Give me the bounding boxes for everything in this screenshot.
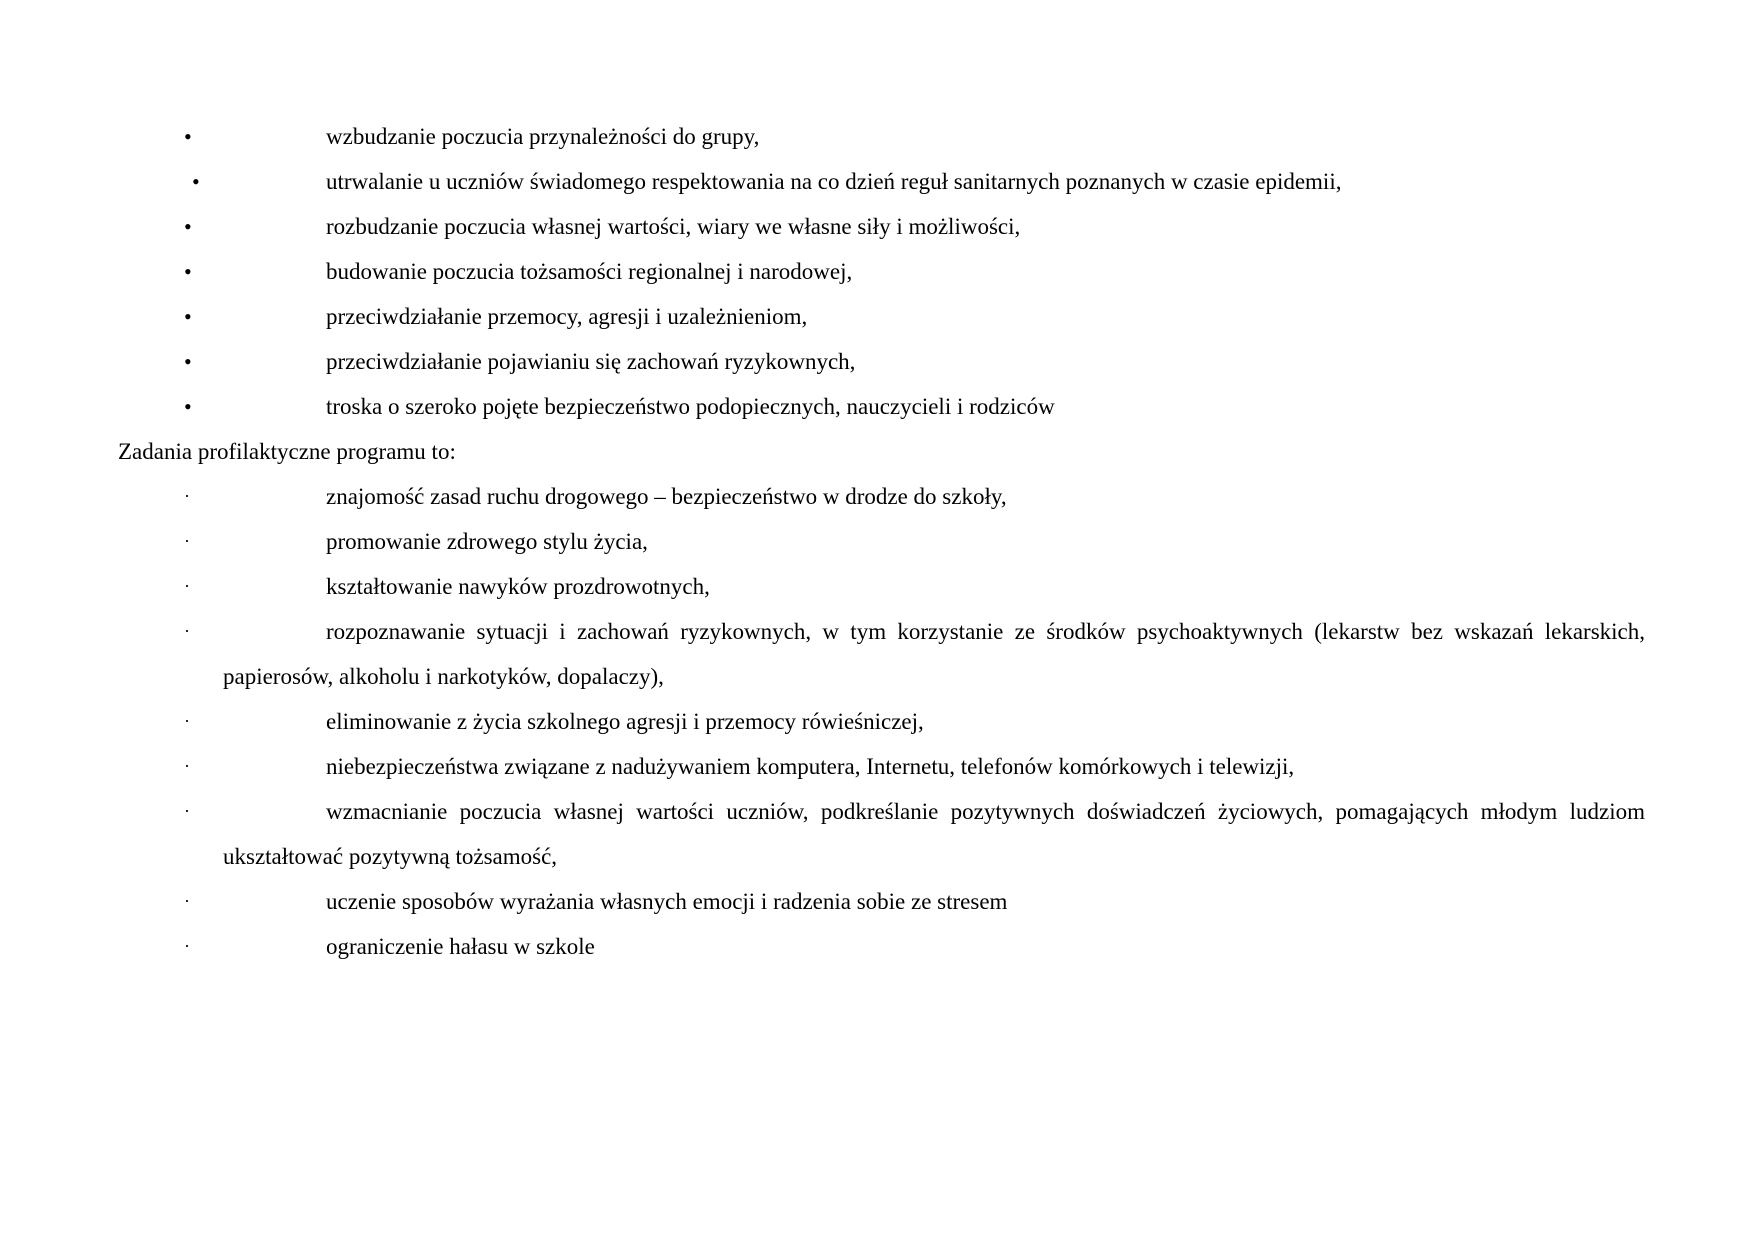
bullet-icon: · — [184, 531, 190, 551]
list-item-text: przeciwdziałanie przemocy, agresji i uzależnieniom, — [326, 304, 808, 329]
bullet-icon: · — [184, 801, 190, 821]
bullet-icon: • — [184, 259, 192, 284]
prevention-list — [0, 474, 1755, 969]
list-item — [0, 699, 1755, 744]
bullet-icon: • — [192, 169, 200, 194]
document-page — [0, 114, 1755, 969]
list-item-text: rozpoznawanie sytuacji i zachowań ryzykownych, w tym korzystanie ze środków psychoaktywnych (lekarstw bez wskazań lekarskich, papierosów, alkoholu i narkotyków, dopalaczy), — [223, 619, 1645, 689]
list-item-text: eliminowanie z życia szkolnego agresji i przemocy rówieśniczej, — [326, 709, 924, 734]
list-item — [0, 159, 1755, 204]
list-item — [0, 879, 1755, 924]
list-item — [0, 204, 1755, 249]
bullet-icon: • — [184, 304, 192, 329]
bullet-icon: · — [184, 936, 190, 956]
list-item — [0, 114, 1755, 159]
list-item — [0, 924, 1755, 969]
list-item-text: niebezpieczeństwa związane z nadużywaniem komputera, Internetu, telefonów komórkowych i telewizji, — [326, 754, 1295, 779]
list-item-text: wzmacnianie poczucia własnej wartości uczniów, podkreślanie pozytywnych doświadczeń życiowych, pomagających młodym ludziom ukształtować pozytywną tożsamość, — [223, 799, 1645, 869]
bullet-icon: · — [184, 891, 190, 911]
list-item-text: wzbudzanie poczucia przynależności do grupy, — [326, 124, 760, 149]
list-item — [0, 249, 1755, 294]
bullet-icon: • — [184, 124, 192, 149]
bullet-icon: · — [184, 621, 190, 641]
list-item — [0, 609, 1755, 699]
list-item — [0, 744, 1755, 789]
bullet-icon: · — [184, 711, 190, 731]
bullet-icon: • — [184, 214, 192, 239]
list-item-text: przeciwdziałanie pojawianiu się zachowań ryzykownych, — [326, 349, 856, 374]
prevention-heading: Zadania profilaktyczne programu to: — [118, 439, 456, 464]
list-item — [0, 564, 1755, 609]
list-item-text: uczenie sposobów wyrażania własnych emocji i radzenia sobie ze stresem — [326, 889, 1008, 914]
list-item-text: rozbudzanie poczucia własnej wartości, wiary we własne siły i możliwości, — [326, 214, 1021, 239]
bullet-icon: · — [184, 576, 190, 596]
goals-list — [0, 114, 1755, 429]
list-item — [0, 789, 1755, 879]
bullet-icon: • — [184, 349, 192, 374]
bullet-icon: · — [184, 486, 190, 506]
list-item — [0, 474, 1755, 519]
list-item-text: promowanie zdrowego stylu życia, — [326, 529, 648, 554]
list-item — [0, 519, 1755, 564]
bullet-icon: · — [184, 756, 190, 776]
list-item-text: ograniczenie hałasu w szkole — [326, 934, 595, 959]
list-item — [0, 294, 1755, 339]
list-item — [0, 384, 1755, 429]
list-item-text: kształtowanie nawyków prozdrowotnych, — [326, 574, 710, 599]
list-item-text: budowanie poczucia tożsamości regionalnej i narodowej, — [326, 259, 853, 284]
list-item-text: znajomość zasad ruchu drogowego – bezpieczeństwo w drodze do szkoły, — [326, 484, 1007, 509]
bullet-icon: • — [184, 394, 192, 419]
list-item-text: utrwalanie u uczniów świadomego respektowania na co dzień reguł sanitarnych poznanych w czasie epidemii, — [326, 169, 1342, 194]
list-item-text: troska o szeroko pojęte bezpieczeństwo podopiecznych, nauczycieli i rodziców — [326, 394, 1055, 419]
list-item — [0, 339, 1755, 384]
